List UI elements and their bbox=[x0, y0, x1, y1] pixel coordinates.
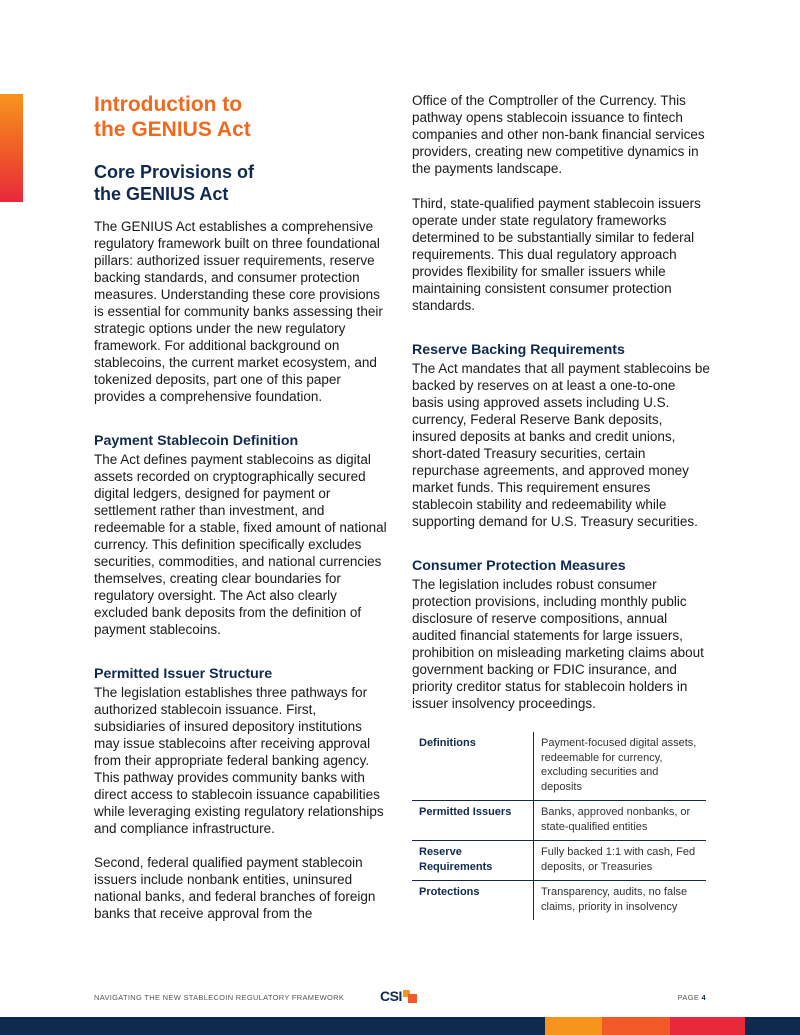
csi-logo bbox=[380, 987, 418, 1005]
footer-bar bbox=[0, 1017, 800, 1035]
reserve-backing-heading: Reserve Backing Requirements bbox=[412, 342, 625, 358]
intro-paragraph: The GENIUS Act establishes a comprehensive regulatory framework built on three foundational pillars: authorized issuer requirements, reserve backing standards, and consumer protection measures. Understanding these core provisions is essential for community banks assessing their strategic options under the new regulatory framework. For additional background on stablecoins, the current market ecosystem, and tokenized deposits, part one of this paper provides a comprehensive foundation. bbox=[94, 219, 383, 404]
continued-paragraph: Office of the Comptroller of the Currency. This pathway opens stablecoin issuance to fintech companies and other non-bank financial services providers, creating new competitive dynamics in the payments landscape. bbox=[412, 93, 705, 176]
table-description: Fully backed 1:1 with cash, Fed deposits, or Treasuries bbox=[534, 841, 707, 881]
right-column bbox=[412, 92, 710, 920]
footer-bar-red-segment bbox=[670, 1017, 745, 1035]
table-row bbox=[412, 732, 706, 801]
table-description: Transparency, audits, no false claims, priority in insolvency bbox=[534, 881, 707, 921]
logo-mark-icon bbox=[402, 988, 418, 1004]
table-term: Permitted Issuers bbox=[412, 801, 534, 841]
reserve-backing-paragraph: The Act mandates that all payment stablecoins be backed by reserves on at least a one-to-one basis using approved assets including U.S. currency, Federal Reserve Bank deposits, insured deposits at banks and credit unions, short-dated Treasury securities, certain repurchase agreements, and approved money market funds. This requirement ensures stablecoin stability and redeemability while supporting demand for U.S. Treasury securities. bbox=[412, 361, 710, 529]
logo-text: CSI bbox=[380, 988, 402, 1004]
consumer-protection-paragraph: The legislation includes robust consumer protection provisions, including monthly public disclosure of reserve compositions, annual audited financial statements for large issuers, prohibition on misleading marketing claims about government backing or FDIC insurance, and priority creditor status for stablecoin holders in issuer insolvency proceedings. bbox=[412, 577, 704, 711]
footer-bar-red-orange-segment bbox=[602, 1017, 670, 1035]
table-row bbox=[412, 801, 706, 841]
footer-bar-orange-segment bbox=[545, 1017, 602, 1035]
page-title: Introduction to the GENIUS Act bbox=[94, 93, 251, 141]
payment-stablecoin-definition-paragraph: The Act defines payment stablecoins as digital assets recorded on cryptographically secured digital ledgers, designed for payment or settlement rather than investment, and redeemable for a stable, fixed amount of national currency. This definition specifically excludes securities, commodities, and national currencies themselves, creating clear boundaries for regulatory oversight. The Act also clearly excluded bank deposits from the definition of payment stablecoins. bbox=[94, 452, 387, 637]
permitted-issuer-paragraph-1: The legislation establishes three pathways for authorized stablecoin issuance. First, subsidiaries of insured depository institutions may issue stablecoins after receiving approval from their appropriate federal banking agency. This pathway provides community banks with direct access to stablecoin issuance capabilities while leveraging existing regulatory relationships and compliance infrastructure. bbox=[94, 685, 384, 836]
table-term: Protections bbox=[412, 881, 534, 921]
table-description: Payment-focused digital assets, redeemable for currency, excluding securities and deposits bbox=[541, 737, 697, 793]
payment-stablecoin-definition-heading: Payment Stablecoin Definition bbox=[94, 433, 299, 449]
table-term: Reserve Requirements bbox=[412, 841, 534, 881]
footer-document-title: NAVIGATING THE NEW STABLECOIN REGULATORY FRAMEWORK bbox=[94, 993, 345, 1002]
table-row bbox=[412, 881, 706, 921]
table-description: Banks, approved nonbanks, or state-qualified entities bbox=[534, 801, 707, 841]
table-term: Definitions bbox=[412, 732, 534, 801]
permitted-issuer-structure-heading: Permitted Issuer Structure bbox=[94, 666, 273, 682]
table-row bbox=[412, 841, 706, 881]
consumer-protection-heading: Consumer Protection Measures bbox=[412, 558, 626, 574]
side-accent-bar bbox=[0, 94, 23, 202]
left-column bbox=[94, 92, 389, 922]
summary-table bbox=[412, 732, 706, 920]
permitted-issuer-paragraph-2: Second, federal qualified payment stablecoin issuers include nonbank entities, uninsured national banks, and federal branches of foreign banks that receive approval from the bbox=[94, 855, 376, 921]
page-number: PAGE 4 bbox=[677, 993, 706, 1002]
section-title: Core Provisions of the GENIUS Act bbox=[94, 162, 255, 204]
state-qualified-paragraph: Third, state-qualified payment stablecoin issuers operate under state regulatory frameworks determined to be substantially similar to federal requirements. This dual regulatory approach provides flexibility for smaller issuers while maintaining consistent consumer protection standards. bbox=[412, 196, 701, 313]
